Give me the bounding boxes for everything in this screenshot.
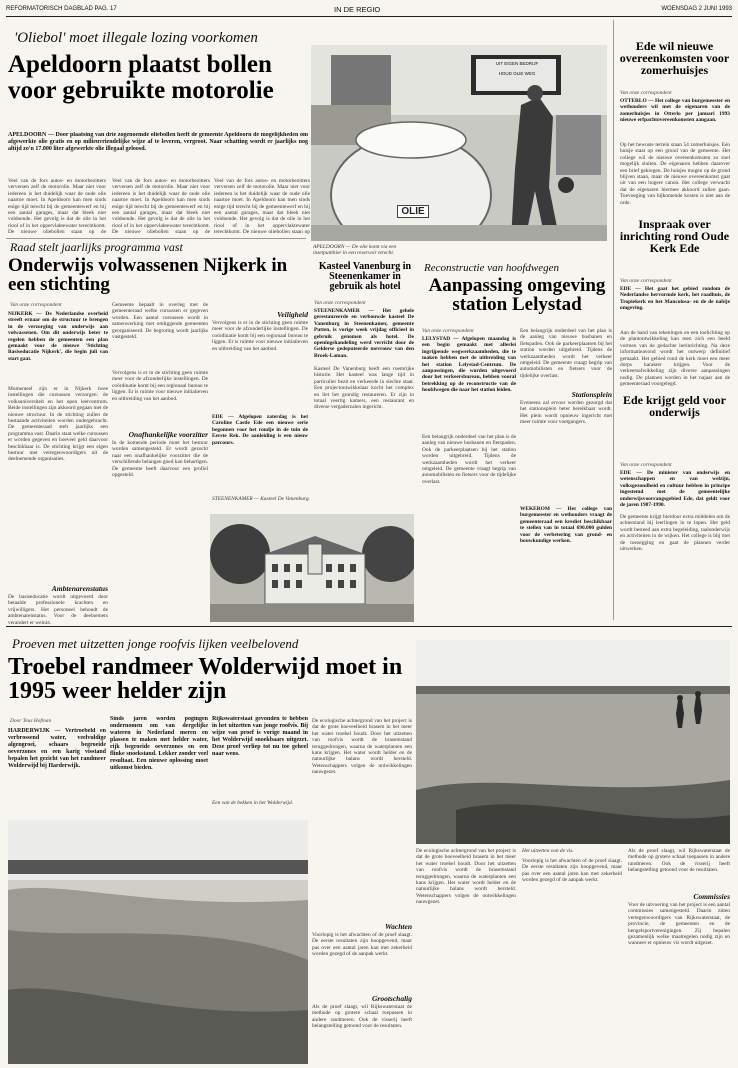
masthead-left: REFORMATORISCH DAGBLAD PAG. 17 — [6, 6, 117, 12]
nijkerk-body: Momenteel zijn er in Nijkerk twee instellingen die cursussen verzorgen: de volksuniversiteit en het open leercentrum. Beide instellingen zijn akkoord gegaan met de nieuwe structuur. In de stichting zullen de bestaande activiteiten worden ondergebracht. De gemeenteraad stelt jaarlijks een programma vast. Daarin staat welke cursussen er worden gegeven en hoeveel geld daarvoor beschikbaar is. De stichting krijgt een eigen bestuur met vertegenwoordigers uit de deelnemende organisaties. — [8, 386, 108, 463]
nijkerk-body5: In de komende periode moet het bestuur worden samengesteld. Er wordt gezocht naar een onafhankelijke voorzitter die de verschillende belangen goed kan behartigen. De gemeente heeft daarvoor een profiel opgesteld. — [112, 440, 208, 479]
wolderwijd-body-col-b: Voorlopig is het afwachten of de proef slaagt. De eerste resultaten zijn hoopgevend, maar pas over een aantal jaren kan met zekerheid worden gezegd of de aanpak werkt. — [522, 858, 622, 884]
nijkerk-headline: Onderwijs volwassenen Nijkerk in een stichting — [8, 255, 288, 296]
apeldoorn-body-1: Veel van de fors autos- en motorbezitters verversen zelf de motorolie. Maar niet voor iedereen is het duidelijk waar de oude olie naartoe moet. In Apeldoorn kan men sinds enige tijd terecht bij de gemeentewerf en bij een aantal garages, maar dat bleek niet voldoende. Het gevolg is dat de olie in het riool of in het oppervlaktewater terechtkomt. De nieuwe oliebollen staan op de — [8, 178, 106, 234]
oliebol-caption: APELDOORN — De olie komt via een inzetpunthier in een reservoir terecht. — [313, 244, 397, 256]
lelystad-body-col2: Een belangrijk onderdeel van het plan is de aanleg van nieuwe busbanen en fietspaden. Ook de parkeerplaatsen bij het station worden uitgebreid. Tijdens de werkzaamheden wordt het verkeer omgeleid. De gemeente vraagt begrip van automobilisten en fietsers voor de tijdelijke overlast. — [520, 328, 612, 379]
wolderwijd-lead3: Rijkswaterstaat gevonden te hebben in het uitzetten van jonge roofvis. Bij wijze van proef is vorige maand in het Wolderwijd snoekbaars uitgezet. Deze proef verliep tot nu toe geheel naar wens. — [212, 716, 308, 757]
lelystad-lead: LELYSTAD — Afgelopen maandag is een begin gemaakt met allerlei ingrijpende wegwerkzaamheden, die te maken hebben met de uitbreiding van het station Lelystad-Centrum. De aanpassingen, die worden uitgevoerd door het verkeersbureau, hebben vooral betrekking op de reconstructie van de hoofdwegen die naar het station leiden. — [422, 336, 516, 394]
sign-line1: UIT EIGEN BEDRIJF — [495, 61, 539, 66]
wolderwijd-body4: Voor de uitvoering van het project is een aantal commissies samengesteld. Daarin zitten vertegenwoordigers van Rijkswaterstaat, de provincie, de gemeenten en de hengelsportverenigingen. Zij bepalen gezamenlijk welke maatregelen nodig zijn en wanneer er opnieuw vis wordt uitgezet. — [628, 902, 730, 947]
masthead-center: IN DE REGIO — [334, 5, 381, 14]
right-col-divider — [613, 20, 614, 620]
zomerhuisjes-body: Op het bewuste terrein staan 54 zomerhuisjes. Eén huisje staat op een grond van de gemeente. Het college wil de nieuwe overeenkomsten zo snel mogelijk sluiten. De eigenaren hebben daarover een brief gekregen. De huisjes mogen op de grond blijven staan, maar de nieuwe overeenkomst gaat uit van een hogere canon. Het college verwacht dat de eigenaren hiermee akkoord zullen gaan. Toevoeging van bijkomende kosten is niet aan de orde. — [620, 142, 730, 206]
wolderwijd-sub-commissies: Commissies — [693, 892, 730, 901]
nijkerk-body2: De basiseducatie wordt uitgevoerd door betaalde professionele krachten en vrijwilligers. Het personeel behoudt de ambtenarenstatus. Voor de deelnemers verandert er weinig. — [8, 594, 108, 624]
zomerhuisjes-lead: OTTERLO — Het college van burgemeester en wethouders wil met de eigenaren van de zomerhuisjes in Otterlo per januari 1993 nieuwe erfpachtovereenkomsten aangaan. — [620, 98, 730, 124]
nijkerk-body4-col: Vervolgens is er in de stichting geen ruimte meer voor de afzonderlijke instellingen. De coördinatie komt bij een regionaal bureau te liggen. Er is ruimte voor nieuwe initiatieven en uitbreiding van het aanbod. — [212, 320, 308, 352]
lelystad-body2: Eveneens zal ervoor worden gezorgd dat het stationsplein beter bereikbaar wordt. Het plein wordt opnieuw ingericht met meer ruimte voor voetgangers. — [520, 400, 612, 426]
wolderwijd-body-col-c: Als de proef slaagt, wil Rijkswaterstaat de methode op grotere schaal toepassen in andere randmeren. Ook de visserij heeft belangstelling getoond voor de resultaten. — [628, 848, 730, 874]
wolderwijd-body3: Als de proef slaagt, wil Rijkswaterstaat de methode op grotere schaal toepassen in andere randmeren. Ook de visserij heeft belangstelling getoond voor de resultaten. — [312, 1004, 412, 1030]
nijkerk-lead: NIJKERK — De Nederlandse overheid streeft ernaar om de structuur te brengen in de verzorging van onderwijs aan volwassenen. Om dit onderwijs beter te regelen hebben de gemeenten een plan gemaakt voor de nieuwe 'Stichting Basiseducatie Nijkerk', die begin juli van start gaat. — [8, 311, 108, 362]
nijkerk-sub-voorzitter: Onafhankelijke voorzitter — [128, 430, 208, 439]
castle-caption: STEENENKAMER — Kasteel De Vanenburg. — [212, 496, 310, 502]
wolderwijd-lead: HARDERWIJK — Vertroebeld en verbrossend water, veelvuldige algengroei, schaars begroeide oeverzones en een karig visstand bepalen het gezicht van het randmeer Wolderwijd bij Harderwijk. — [8, 728, 106, 769]
lelystad-body: Een belangrijk onderdeel van het plan is de aanleg van nieuwe busbanen en fietspaden. Ook de parkeerplaatsen bij het station worden uitgebreid. Tijdens de werkzaamheden wordt het verkeer omgeleid. De gemeente vraagt begrip van automobilisten en fietsers voor de tijdelijke overlast. — [422, 434, 516, 485]
oil-bol-label: OLIE — [397, 205, 429, 218]
ede-geld-body: De gemeente krijgt hierdoor extra middelen om de achterstand bij leerlingen in te lopen. Het geld wordt besteed aan extra begeleiding, taalonderwijs en activiteiten in de wijken. Het college is blij met de toezegging en gaat de plannen verder uitwerken. — [620, 514, 730, 553]
sign-line2: HOUD OLIE WEG — [498, 71, 536, 76]
nijkerk-kicker: Raad stelt jaarlijks programma vast — [10, 240, 183, 254]
wolderwijd-body: De ecologische achtergrond van het project is dat de grote hoeveelheid brasem in het meer het water troebel houdt. Door het uitzetten van roofvis wordt de brasemstand teruggedrongen, waarna de waterplanten een kans krijgen. Het water wordt helder en de natuurlijke balans wordt hersteld. Wetenschappers volgen de ontwikkelingen nauwgezet. — [312, 718, 412, 776]
ede-geld-lead: EDE — De minister van onderwijs en wetenschappen en van welzijn, volksgezondheid en cultuur hebben in principe ingestemd met de gemeentelijke onderwijsvoorrangsgebied Ede, dat geldt voor de jaren 1987-1990. — [620, 470, 730, 509]
ede-geld-headline: Ede krijgt geld voor onderwijs — [623, 393, 726, 420]
vanenburg-lead: STEENENKAMER — Het gehele gerestaureerde en verbouwde kasteel De Vanenburg in Steenenkamer, gemeente Putten, is vorige week vrijdag officieel in gebruik genomen als hotel. De openingshandeling werd verricht door de Gelderse gedeputeerde mevrouw van den Broek-Laman. — [314, 308, 414, 359]
wekerom-lead: WEKEROM — Het college van burgemeester en wethouders vraagt de gemeenteraad een krediet beschikbaar te stellen van in totaal 690.000 gulden voor de verbetering van grond- en bouwkundige werken. — [520, 506, 612, 545]
lelystad-sub-stationsplein: Stationsplein — [571, 390, 612, 399]
wolderwijd-lead2: Sinds jaren worden pogingen ondernomen om van dergelijke wateren in Nederland meren en plassen te maken met helder water, rijk begroeide oeverzones en een flinke snoekstand. Lekker zonder veel resultaat. Een nieuwe oplossing moet uitkomst bieden. — [110, 716, 208, 771]
wolderwijd-photo1-caption: Een van de bekken in het Wolderwijd. — [212, 800, 294, 806]
inspraak-byline: Van onze correspondent — [620, 278, 672, 284]
wolderwijd-rule — [6, 626, 732, 627]
wolderwijd-photo2-caption: Het uitzetten van de vis. — [522, 848, 574, 854]
wolderwijd-body2: Voorlopig is het afwachten of de proef slaagt. De eerste resultaten zijn hoopgevend, maar pas over een aantal jaren kan met zekerheid worden gezegd of de aanpak werkt. — [312, 932, 412, 958]
apeldoorn-headline: Apeldoorn plaatst bollen voor gebruikte motorolie — [8, 51, 274, 104]
wolderwijd-kicker: Proeven met uitzetten jonge roofvis lijken veelbelovend — [12, 636, 299, 651]
wolderwijd-photo-1 — [8, 820, 308, 1064]
lelystad-headline: Aanpassing omgeving station Lelystad — [428, 275, 606, 316]
apeldoorn-body-mid: Veel van de fors autos- en motorbezitters verversen zelf de motorolie. Maar niet voor iedereen is het duidelijk waar de oude olie naartoe moet. In Apeldoorn kan men sinds enige tijd terecht bij de gemeentewerf en bij een aantal garages, maar dat bleek niet voldoende. Het gevolg is dat de olie in het riool of in het oppervlaktewater terechtkomt. De nieuwe oliebollen staan op — [214, 178, 310, 234]
ede-geld-byline: Van onze correspondent — [620, 462, 672, 468]
nijkerk-sub-ambtenaren: Ambtenarenstatus — [51, 584, 108, 593]
inspraak-body: Aan de hand van tekeningen en een toelichting op de plantontwikkeling kan men zich een beeld vormen van de gedachte herinrichting. Na deze informatieavond wordt het ontwerp definitief gemaakt. Het gebied rond de kerk moet een meer dorps karakter krijgen. Voor de verkeersafwikkeling zijn diverse aanpassingen nodig. De plannen worden in het najaar aan de gemeenteraad voorgelegd. — [620, 330, 730, 388]
zomerhuisjes-byline: Van onze correspondent — [620, 90, 672, 96]
masthead — [6, 4, 732, 16]
nijkerk-body4: Vervolgens is er in de stichting geen ruimte meer voor de afzonderlijke instellingen. De coördinatie komt bij een regionaal bureau te liggen. Er is ruimte voor nieuwe initiatieven en uitbreiding van het aanbod. — [112, 370, 208, 402]
wolderwijd-byline: Door Teus Hofman — [10, 718, 52, 724]
nijkerk-body3: Gemeente bepaalt in overleg met de gemeenteraad welke cursussen er gegeven worden. Een aantal cursussen wordt in samenwerking met omliggende gemeenten georganiseerd. De begroting wordt jaarlijks vastgesteld. — [112, 302, 208, 341]
vanenburg-headline: Kasteel Vanenburg in Steenenkamer in gebruik als hotel — [318, 261, 412, 293]
nijkerk-rule — [6, 238, 306, 239]
zomerhuisjes-headline: Ede wil nieuwe overeenkomsten voor zomerhuisjes — [619, 39, 730, 78]
apeldoorn-kicker: 'Oliebol' moet illegale lozing voorkomen — [14, 30, 258, 46]
wolderwijd-headline: Troebel randmeer Wolderwijd moet in 1995 weer helder zijn — [8, 654, 403, 705]
castle-photo — [210, 514, 414, 622]
vanenburg-byline: Van onze correspondent — [314, 300, 366, 306]
inspraak-lead: EDE — Het gaat het gebied rondom de Nederlandse hervormde kerk, het raadhuis, de Tropiekerk en het Mancolosa- en de de nabije omgeving. — [620, 286, 730, 312]
ede-vereniging-lead: EDE — Afgelopen zaterdag is het Caroline Castle Ede een nieuwe serie begonnen voor het rondje in de tuin de Eerste Rek. De aanleiding is een nieuw parcours. — [212, 414, 308, 446]
lelystad-kicker: Reconstructie van hoofdwegen — [424, 262, 560, 274]
wolderwijd-sub-grootschalig: Grootschalig — [371, 994, 412, 1003]
vanenburg-body: Kasteel De Vanenburg heeft een roemrijke historie. Het kasteel was lange tijd in particulier bezit en verkeerde in slechte staat. Een projectontwikkelaar kocht het complex en liet het grondig restaureren. Er zijn in totaal veertig kamers, een restaurant en diverse vergaderzalen ingericht. — [314, 366, 414, 411]
wolderwijd-body-col-a: De ecologische achtergrond van het project is dat de grote hoeveelheid brasem in het meer het water troebel houdt. Door het uitzetten van roofvis wordt de brasemstand teruggedrongen, waarna de waterplanten een kans krijgen. Het water wordt helder en de natuurlijke balans wordt hersteld. Wetenschappers volgen de ontwikkelingen nauwgezet. — [416, 848, 516, 906]
lelystad-byline: Van onze correspondent — [422, 328, 474, 334]
inspraak-headline: Inspraak over inrichting rond Oude Kerk Ede — [619, 217, 730, 256]
nijkerk-byline: Van onze correspondent — [10, 302, 62, 308]
masthead-right: WOENSDAG 2 JUNI 1993 — [661, 6, 732, 12]
wolderwijd-sub-wachten: Wachten — [385, 922, 412, 931]
apeldoorn-body-2: Veel van de fors autos- en motorbezitters verversen zelf de motorolie. Maar niet voor iedereen is het duidelijk waar de oude olie naartoe moet. In Apeldoorn kan men sinds enige tijd terecht bij de gemeentewerf en bij een aantal garages, maar dat bleek niet voldoende. Het gevolg is dat de olie in het riool of in het oppervlaktewater terechtkomt. De nieuwe oliebollen staan op de — [112, 178, 210, 234]
nijkerk-sub-veiligheid-2: Veiligheid — [277, 310, 308, 319]
oliebol-photo — [311, 45, 607, 241]
apeldoorn-lead: APELDOORN — Door plaatsing van drie zogenoemde oliebollen heeft de gemeente Apeldoorn de mogelijkheden om afgewerkte olie gratis en op milieuvriendelijke wijze af te leveren, vergroot. Naar schatting wordt er jaarlijks nog altijd zo'n 17.000 liter afgewerkte olie illegaal geloosd. — [8, 132, 308, 152]
masthead-rule — [6, 16, 732, 17]
wolderwijd-photo-2 — [416, 640, 730, 844]
